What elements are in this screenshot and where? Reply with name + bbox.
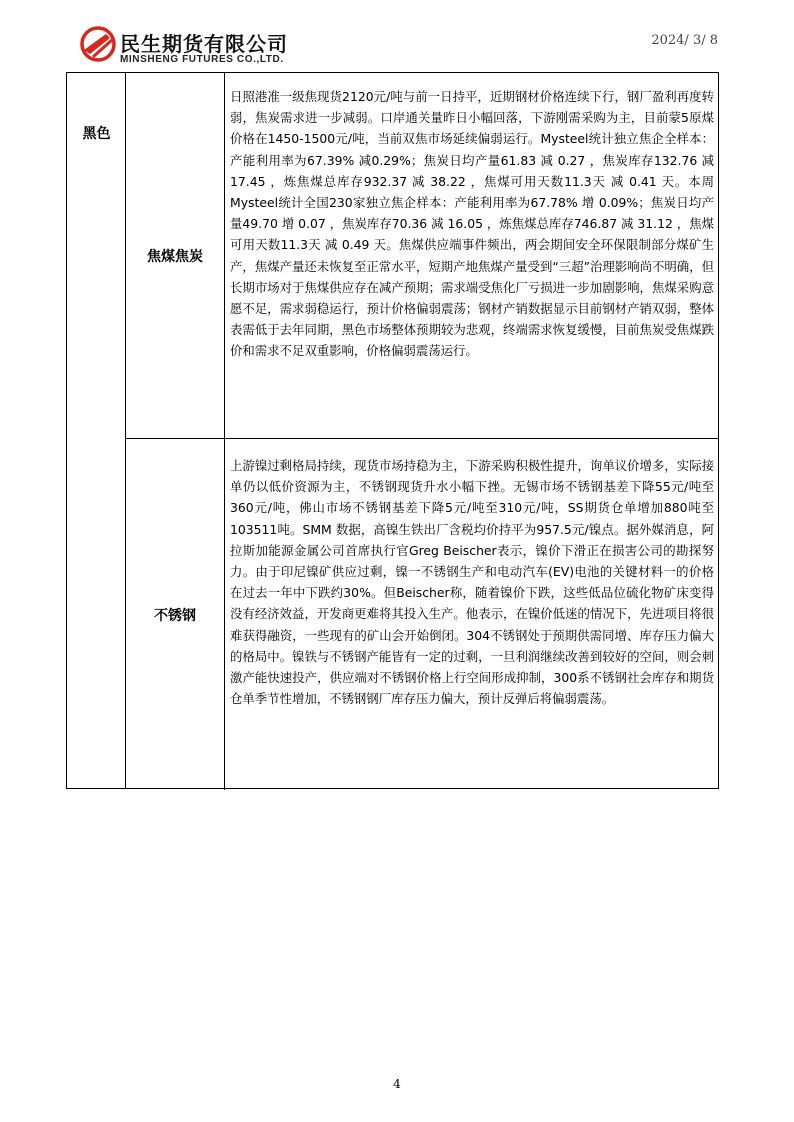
row-label-stainless-steel: 不锈钢 bbox=[126, 439, 225, 790]
report-date: 2024/ 3/ 8 bbox=[651, 33, 718, 48]
company-name-en: MINSHENG FUTURES CO.,LTD. bbox=[120, 54, 284, 65]
page-header bbox=[0, 0, 794, 72]
row-label-coking-coal: 焦煤焦炭 bbox=[126, 73, 225, 438]
commodity-table bbox=[66, 72, 719, 789]
minsheng-logo-icon bbox=[80, 26, 116, 62]
table-row bbox=[126, 73, 718, 439]
category-label: 黑色 bbox=[82, 126, 111, 142]
company-name-cn: 民生期货有限公司 bbox=[120, 32, 288, 56]
row-text-coking-coal: 日照港准一级焦现货2120元/吨与前一日持平，近期钢材价格连续下行，钢厂盈利再度转弱，焦炭需求进一步减弱。口岸通关量昨日小幅回落，下游刚需采购为主，目前蒙5原煤价格在1450-1500元/吨，当前双焦市场延续偏弱运行。Mysteel统计独立焦企全样本：产能利用率为67.39% 减0.29%；焦炭日均产量61.83 减 0.27 ，焦炭库存132.76 减 17.45 ，炼焦煤总库存932.37 减 38.22 ，焦煤可用天数11.3天 减 0.41 天。本周Mysteel统计全国230家独立焦企样本：产能利用率为67.78% 增 0.09%；焦炭日均产量49.70 增 0.07 ，焦炭库存70.36 减 16.05 ，炼焦煤总库存746.87 减 31.12 ，焦煤可用天数11.3天 减 0.49 天。焦煤供应端事件频出，两会期间安全环保限制部分煤矿生产，焦煤产量还未恢复至正常水平，短期产地焦煤产量受到“三超”治理影响尚不明确，但长期市场对于焦煤供应存在减产预期；需求端受焦化厂亏损进一步加剧影响，焦煤采购意愿不足，需求弱稳运行，预计价格偏弱震荡；钢材产销数据显示目前钢材产销双弱，整体表需低于去年同期，黑色市场整体预期较为悲观，终端需求恢复缓慢，目前焦炭受焦煤跌价和需求不足双重影响，价格偏弱震荡运行。 bbox=[230, 89, 714, 359]
category-column bbox=[67, 73, 126, 788]
table-row bbox=[126, 439, 718, 790]
row-text-stainless-steel: 上游镍过剩格局持续，现货市场持稳为主，下游采购积极性提升，询单议价增多，实际接单仍以低价资源为主，不锈钢现货升水小幅下挫。无锡市场不锈钢基差下降55元/吨至360元/吨，佛山市场不锈钢基差下降5元/吨至310元/吨，SS期货仓单增加880吨至103511吨。SMM 数据，高镍生铁出厂含税均价持平为957.5元/镍点。据外媒消息，阿拉斯加能源金属公司首席执行官Greg Beischer表示，镍价下滑正在损害公司的勘探努力。由于印尼镍矿供应过剩，镍一不锈钢生产和电动汽车(EV)电池的关键材料一的价格在过去一年中下跌约30%。但Beischer称，随着镍价下跌，这些低品位硫化物矿床变得没有经济效益，开发商更难将其投入生产。他表示，在镍价低迷的情况下，先进项目将很难获得融资，一些现有的矿山会开始倒闭。304不锈钢处于预期供需同增、库存压力偏大的格局中。镍铁与不锈钢产能皆有一定的过剩，一旦利润继续改善到较好的空间，则会刺激产能快速投产，供应端对不锈钢价格上行空间形成抑制，300系不锈钢社会库存和期货仓单季节性增加，不锈钢钢厂库存压力偏大，预计反弹后将偏弱震荡。 bbox=[230, 458, 714, 707]
page-number: 4 bbox=[393, 1077, 401, 1091]
